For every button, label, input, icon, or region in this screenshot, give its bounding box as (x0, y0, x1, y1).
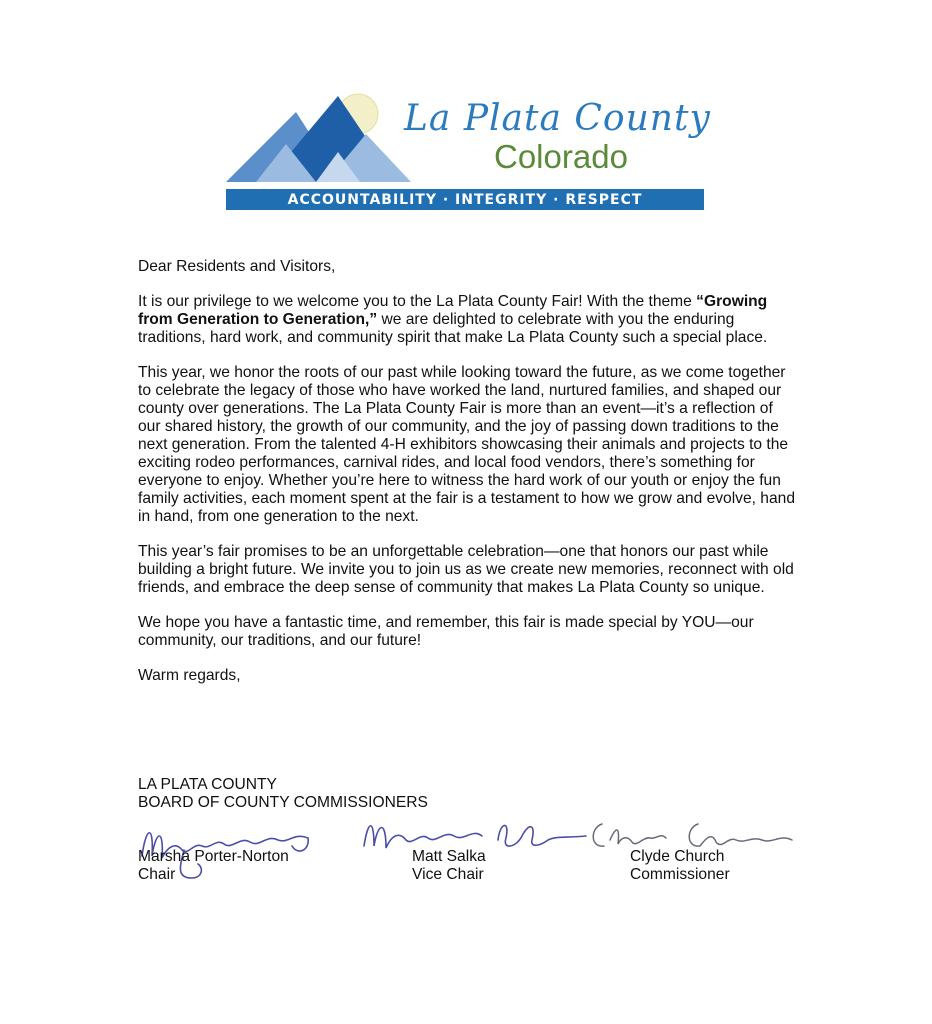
signer-1 (138, 848, 289, 884)
signer-3-title: Commissioner (630, 866, 730, 883)
county-logo (226, 92, 711, 212)
paragraph-3: This year’s fair promises to be an unforgettable celebration—one that honors our past while building a bright future. We invite you to join us as we create new memories, reconnect with old friends, and embrace the deep sense of community that makes La Plata County so unique. (138, 543, 794, 596)
organization-line-2: BOARD OF COUNTY COMMISSIONERS (138, 794, 428, 811)
signer-1-title: Chair (138, 866, 176, 883)
signer-2-title: Vice Chair (412, 866, 484, 883)
mountain-logo-icon (226, 92, 416, 187)
paragraph-1-lead: It is our privilege to we welcome you to the La Plata County Fair! With the theme (138, 293, 697, 310)
paragraph-4: We hope you have a fantastic time, and remember, this fair is made special by YOU—our community, our traditions, and our future! (138, 614, 754, 649)
paragraph-1 (138, 293, 798, 347)
signer-3 (630, 848, 730, 884)
letter-body (138, 258, 798, 702)
greeting: Dear Residents and Visitors, (138, 258, 336, 275)
logo-tagline: ACCOUNTABILITY · INTEGRITY · RESPECT (226, 189, 704, 210)
closing: Warm regards, (138, 667, 241, 684)
organization-line-1: LA PLATA COUNTY (138, 776, 277, 793)
signer-1-name: Marsha Porter-Norton (138, 848, 289, 865)
signer-3-name: Clyde Church (630, 848, 725, 865)
fair-theme: “Growing from Generation to Generation,” (138, 293, 768, 328)
signer-2-name: Matt Salka (412, 848, 486, 865)
signer-2 (412, 848, 486, 884)
paragraph-1-rest: we are delighted to celebrate with you the enduring traditions, hard work, and community spirit that make La Plata County such a special place. (138, 311, 768, 346)
organization (138, 776, 428, 812)
logo-script-name: La Plata County (404, 98, 711, 139)
signature-block (138, 776, 818, 896)
logo-state-name: Colorado (494, 138, 628, 175)
paragraph-2: This year, we honor the roots of our past while looking toward the future, as we come together to celebrate the legacy of those who have worked the land, nurtured families, and shaped our county over generations. The La Plata County Fair is more than an event—it’s a reflection of our shared history, the growth of our community, and the joy of passing down traditions to the next generation. From the talented 4-H exhibitors showcasing their animals and projects to the exciting rodeo performances, carnival rides, and local food vendors, there’s something for everyone to enjoy. Whether you’re here to witness the hard work of our youth or enjoy the fun family activities, each moment spent at the fair is a testament to how we grow and evolve, hand in hand, from one generation to the next. (138, 364, 796, 525)
